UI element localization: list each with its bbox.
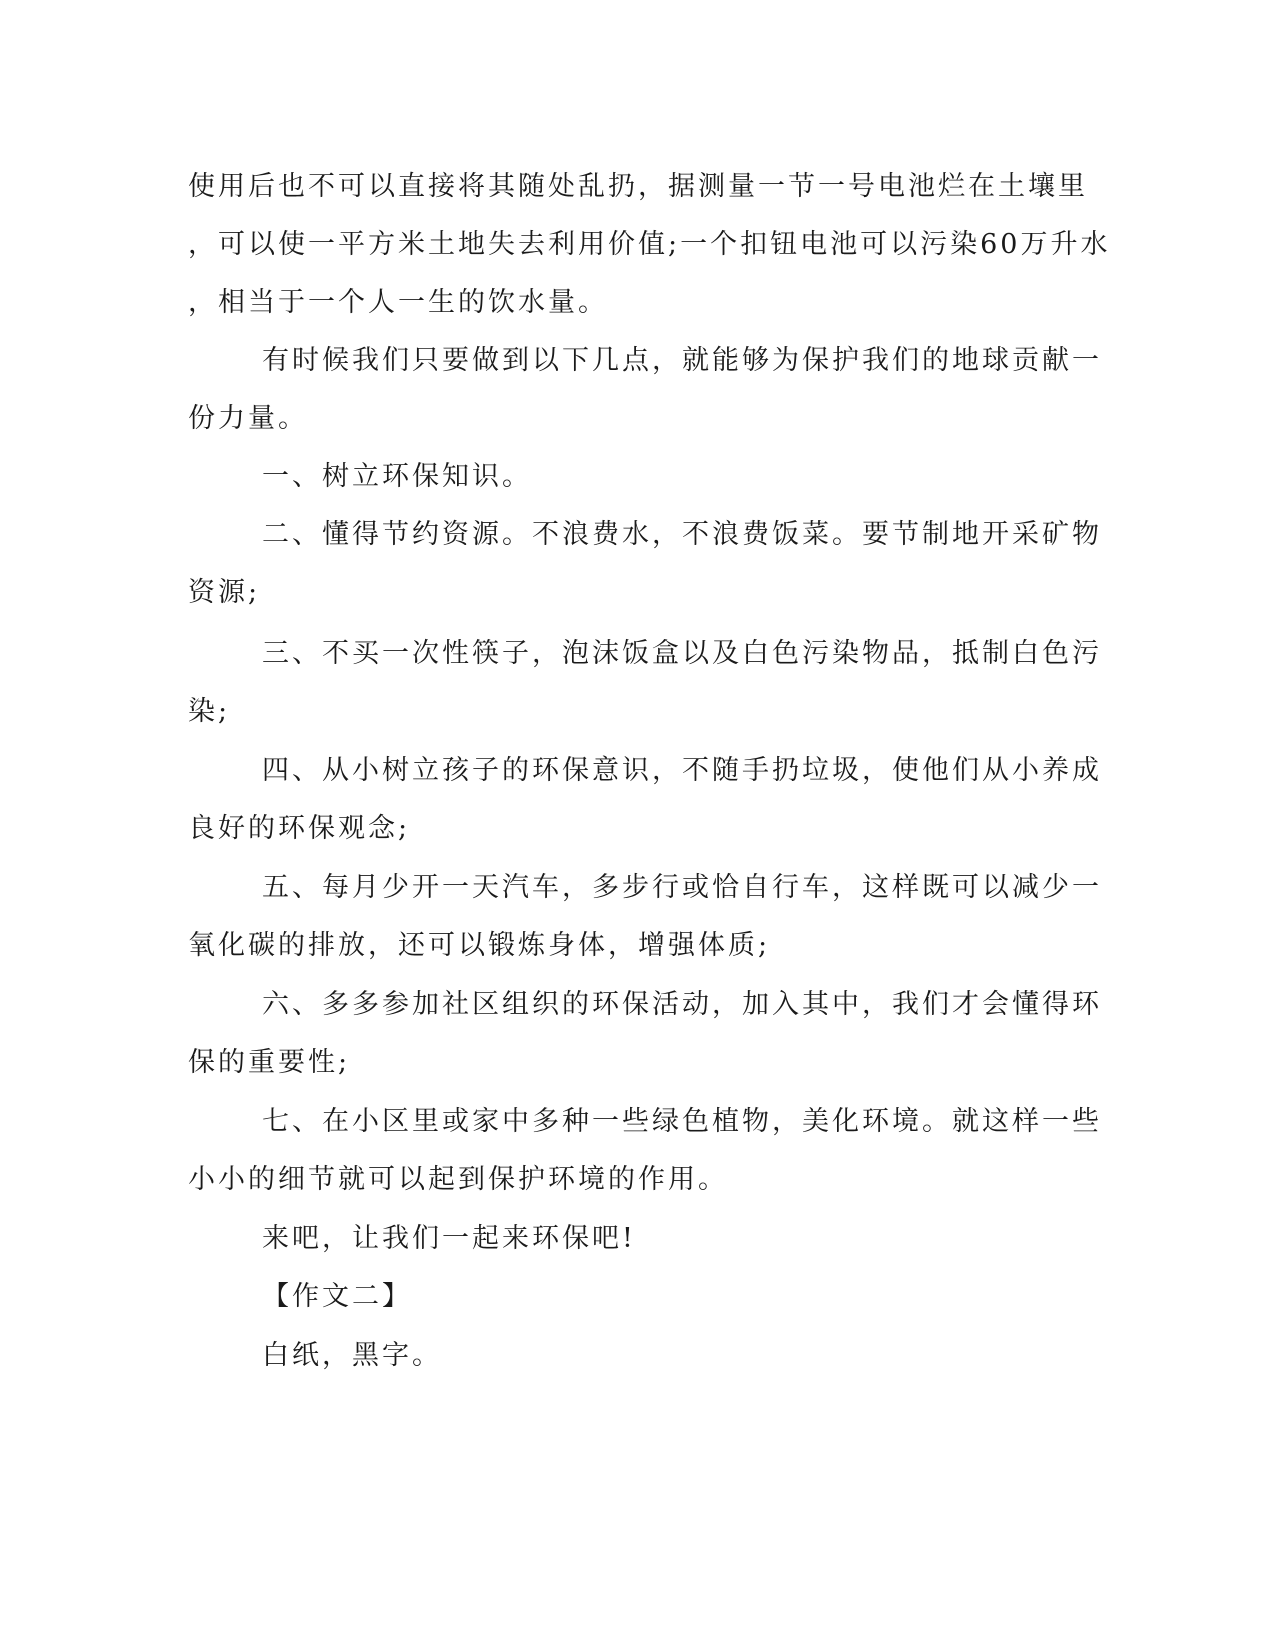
text-line: 白纸，黑字。 (262, 1340, 442, 1371)
list-item-4: 四、从小树立孩子的环保意识，不随手扔垃圾，使他们从小养成 (262, 755, 1102, 786)
text-line: ，可以使一平方米土地失去利用价值;一个扣钮电池可以污染60万升水 (188, 229, 1111, 260)
list-item-2: 二、懂得节约资源。不浪费水，不浪费饭菜。要节制地开采矿物 (262, 519, 1102, 550)
text-line: 氧化碳的排放，还可以锻炼身体，增强体质; (188, 930, 771, 961)
list-item-5: 五、每月少开一天汽车，多步行或恰自行车，这样既可以减少一 (262, 872, 1102, 903)
text-line: 小小的细节就可以起到保护环境的作用。 (188, 1164, 728, 1195)
closing-line: 来吧，让我们一起来环保吧! (262, 1223, 636, 1254)
list-item-3: 三、不买一次性筷子，泡沫饭盒以及白色污染物品，抵制白色污 (262, 638, 1102, 669)
text-line: 良好的环保观念; (188, 813, 411, 844)
list-item-1: 一、树立环保知识。 (262, 461, 532, 492)
list-item-6: 六、多多参加社区组织的环保活动，加入其中，我们才会懂得环 (262, 989, 1102, 1020)
text-line: 资源; (188, 577, 261, 608)
text-line: 保的重要性; (188, 1047, 351, 1078)
text-line: ，相当于一个人一生的饮水量。 (188, 287, 608, 318)
paragraph-first-line: 有时候我们只要做到以下几点，就能够为保护我们的地球贡献一 (262, 345, 1102, 376)
list-item-7: 七、在小区里或家中多种一些绿色植物，美化环境。就这样一些 (262, 1106, 1102, 1137)
section-heading: 【作文二】 (262, 1281, 412, 1312)
text-line: 份力量。 (188, 403, 308, 434)
text-line: 使用后也不可以直接将其随处乱扔，据测量一节一号电池烂在土壤里 (188, 171, 1088, 202)
text-line: 染; (188, 696, 231, 727)
